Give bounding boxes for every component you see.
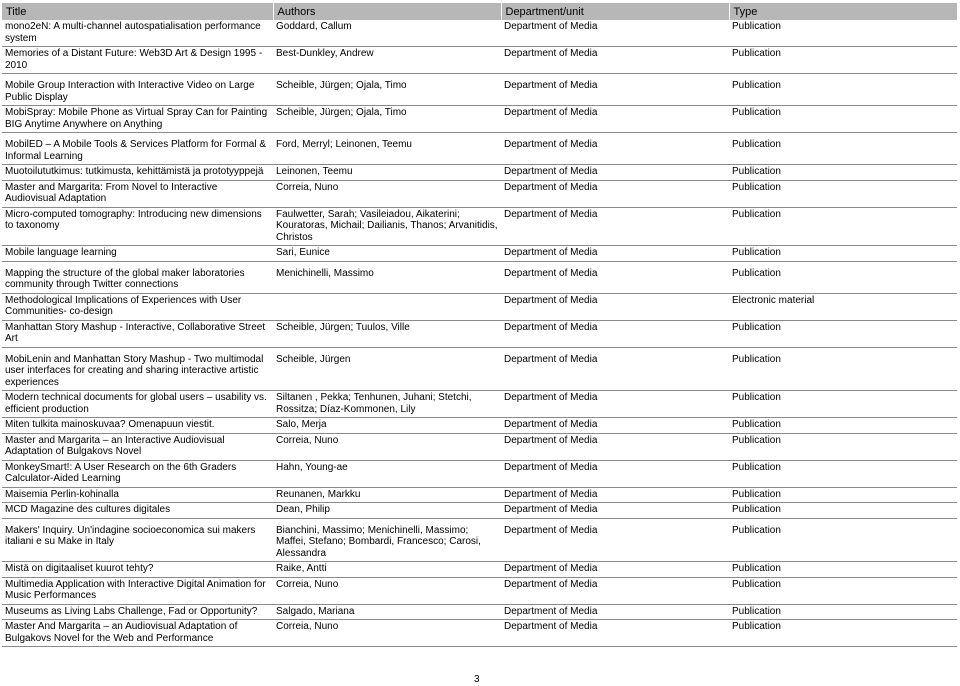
table-row: [2, 503, 957, 519]
title-cell: MonkeySmart!: A User Research on the 6th Graders Calculator-Aided Learning: [2, 460, 273, 487]
header-row: [2, 3, 957, 20]
title-cell: MCD Magazine des cultures digitales: [2, 503, 273, 519]
authors-cell: Salgado, Mariana: [273, 604, 501, 620]
title-cell: Makers' Inquiry. Un'indagine socioeconomica sui makers italiani e su Make in Italy: [2, 518, 273, 562]
authors-cell: Correia, Nuno: [273, 577, 501, 604]
authors-cell: Correia, Nuno: [273, 180, 501, 207]
title-cell: Maisemia Perlin-kohinalla: [2, 487, 273, 503]
authors-cell: Dean, Philip: [273, 503, 501, 519]
type-cell: Publication: [729, 577, 957, 604]
title-cell: Micro-computed tomography: Introducing new dimensions to taxonomy: [2, 207, 273, 246]
department-cell: Department of Media: [501, 207, 729, 246]
department-cell: Department of Media: [501, 460, 729, 487]
table-row: [2, 74, 957, 106]
table-row: [2, 133, 957, 165]
department-cell: Department of Media: [501, 74, 729, 106]
department-cell: Department of Media: [501, 293, 729, 320]
table-row: [2, 47, 957, 74]
table-row: [2, 293, 957, 320]
department-cell: Department of Media: [501, 133, 729, 165]
type-cell: Publication: [729, 261, 957, 293]
authors-cell: Menichinelli, Massimo: [273, 261, 501, 293]
table-row: [2, 620, 957, 647]
title-cell: Mobile Group Interaction with Interactive Video on Large Public Display: [2, 74, 273, 106]
authors-cell: Goddard, Callum: [273, 20, 501, 47]
title-cell: Mobile language learning: [2, 246, 273, 262]
authors-cell: Scheible, Jürgen: [273, 347, 501, 391]
type-cell: Publication: [729, 503, 957, 519]
table-row: [2, 246, 957, 262]
table-row: [2, 347, 957, 391]
department-cell: Department of Media: [501, 503, 729, 519]
department-cell: Department of Media: [501, 165, 729, 181]
authors-cell: Hahn, Young-ae: [273, 460, 501, 487]
table-row: [2, 562, 957, 578]
type-cell: Publication: [729, 106, 957, 133]
table-body: [2, 20, 957, 647]
department-cell: Department of Media: [501, 604, 729, 620]
table-row: [2, 180, 957, 207]
publications-table: [2, 3, 958, 647]
column-header-title: Title: [2, 3, 273, 20]
department-cell: Department of Media: [501, 246, 729, 262]
type-cell: Publication: [729, 518, 957, 562]
title-cell: MobiLenin and Manhattan Story Mashup - Two multimodal user interfaces for creating and sharing interactive artistic experiences: [2, 347, 273, 391]
title-cell: MobilED – A Mobile Tools & Services Platform for Formal & Informal Learning: [2, 133, 273, 165]
publications-table-container: [2, 3, 957, 647]
table-row: [2, 518, 957, 562]
title-cell: Multimedia Application with Interactive Digital Animation for Music Performances: [2, 577, 273, 604]
authors-cell: Best-Dunkley, Andrew: [273, 47, 501, 74]
authors-cell: Siltanen , Pekka; Tenhunen, Juhani; Stetchi, Rossitza; Díaz-Kommonen, Lily: [273, 391, 501, 418]
title-cell: Master And Margarita – an Audiovisual Adaptation of Bulgakovs Novel for the Web and Performance: [2, 620, 273, 647]
department-cell: Department of Media: [501, 261, 729, 293]
type-cell: Publication: [729, 562, 957, 578]
authors-cell: Raike, Antti: [273, 562, 501, 578]
table-row: [2, 207, 957, 246]
type-cell: Publication: [729, 165, 957, 181]
department-cell: Department of Media: [501, 418, 729, 434]
title-cell: Master and Margarita: From Novel to Interactive Audiovisual Adaptation: [2, 180, 273, 207]
type-cell: Publication: [729, 391, 957, 418]
title-cell: MobiSpray: Mobile Phone as Virtual Spray Can for Painting BIG Anytime Anywhere on Anything: [2, 106, 273, 133]
table-row: [2, 165, 957, 181]
type-cell: Publication: [729, 418, 957, 434]
department-cell: Department of Media: [501, 47, 729, 74]
department-cell: Department of Media: [501, 433, 729, 460]
type-cell: Publication: [729, 133, 957, 165]
table-row: [2, 460, 957, 487]
table-row: [2, 604, 957, 620]
type-cell: Publication: [729, 347, 957, 391]
department-cell: Department of Media: [501, 620, 729, 647]
authors-cell: Bianchini, Massimo; Menichinelli, Massimo; Maffei, Stefano; Bombardi, Francesco; Carosi, Alessandra: [273, 518, 501, 562]
authors-cell: [273, 293, 501, 320]
title-cell: Museums as Living Labs Challenge, Fad or Opportunity?: [2, 604, 273, 620]
department-cell: Department of Media: [501, 20, 729, 47]
type-cell: Publication: [729, 460, 957, 487]
authors-cell: Leinonen, Teemu: [273, 165, 501, 181]
type-cell: Publication: [729, 487, 957, 503]
type-cell: Publication: [729, 246, 957, 262]
authors-cell: Ford, Merryl; Leinonen, Teemu: [273, 133, 501, 165]
department-cell: Department of Media: [501, 391, 729, 418]
type-cell: Publication: [729, 207, 957, 246]
department-cell: Department of Media: [501, 180, 729, 207]
authors-cell: Scheible, Jürgen; Ojala, Timo: [273, 106, 501, 133]
department-cell: Department of Media: [501, 518, 729, 562]
title-cell: Modern technical documents for global users – usability vs. efficient production: [2, 391, 273, 418]
page-number: 3: [474, 674, 480, 685]
type-cell: Publication: [729, 320, 957, 347]
title-cell: Miten tulkita mainoskuvaa? Omenapuun viestit.: [2, 418, 273, 434]
type-cell: Publication: [729, 47, 957, 74]
authors-cell: Faulwetter, Sarah; Vasileiadou, Aikaterini; Kouratoras, Michail; Dailianis, Thanos; Arvanitidis, Christos: [273, 207, 501, 246]
title-cell: mono2eN: A multi-channel autospatialisation performance system: [2, 20, 273, 47]
authors-cell: Reunanen, Markku: [273, 487, 501, 503]
title-cell: Muotoilututkimus: tutkimusta, kehittämistä ja prototyyppejä: [2, 165, 273, 181]
table-row: [2, 487, 957, 503]
authors-cell: Correia, Nuno: [273, 620, 501, 647]
authors-cell: Sari, Eunice: [273, 246, 501, 262]
authors-cell: Salo, Merja: [273, 418, 501, 434]
authors-cell: Correia, Nuno: [273, 433, 501, 460]
type-cell: Publication: [729, 74, 957, 106]
column-header-department: Department/unit: [501, 3, 729, 20]
title-cell: Memories of a Distant Future: Web3D Art & Design 1995 - 2010: [2, 47, 273, 74]
authors-cell: Scheible, Jürgen; Tuulos, Ville: [273, 320, 501, 347]
type-cell: Publication: [729, 604, 957, 620]
table-row: [2, 20, 957, 47]
table-row: [2, 106, 957, 133]
table-row: [2, 433, 957, 460]
type-cell: Publication: [729, 20, 957, 47]
table-row: [2, 261, 957, 293]
department-cell: Department of Media: [501, 577, 729, 604]
title-cell: Master and Margarita – an Interactive Audiovisual Adaptation of Bulgakovs Novel: [2, 433, 273, 460]
department-cell: Department of Media: [501, 562, 729, 578]
table-row: [2, 320, 957, 347]
type-cell: Publication: [729, 620, 957, 647]
authors-cell: Scheible, Jürgen; Ojala, Timo: [273, 74, 501, 106]
type-cell: Publication: [729, 180, 957, 207]
title-cell: Mistä on digitaaliset kuurot tehty?: [2, 562, 273, 578]
department-cell: Department of Media: [501, 106, 729, 133]
title-cell: Methodological Implications of Experiences with User Communities- co-design: [2, 293, 273, 320]
table-row: [2, 577, 957, 604]
type-cell: Publication: [729, 433, 957, 460]
department-cell: Department of Media: [501, 347, 729, 391]
column-header-authors: Authors: [273, 3, 501, 20]
department-cell: Department of Media: [501, 320, 729, 347]
table-row: [2, 418, 957, 434]
title-cell: Manhattan Story Mashup - Interactive, Collaborative Street Art: [2, 320, 273, 347]
table-row: [2, 391, 957, 418]
title-cell: Mapping the structure of the global maker laboratories community through Twitter connections: [2, 261, 273, 293]
type-cell: Electronic material: [729, 293, 957, 320]
department-cell: Department of Media: [501, 487, 729, 503]
column-header-type: Type: [729, 3, 957, 20]
table-header: [2, 3, 957, 20]
